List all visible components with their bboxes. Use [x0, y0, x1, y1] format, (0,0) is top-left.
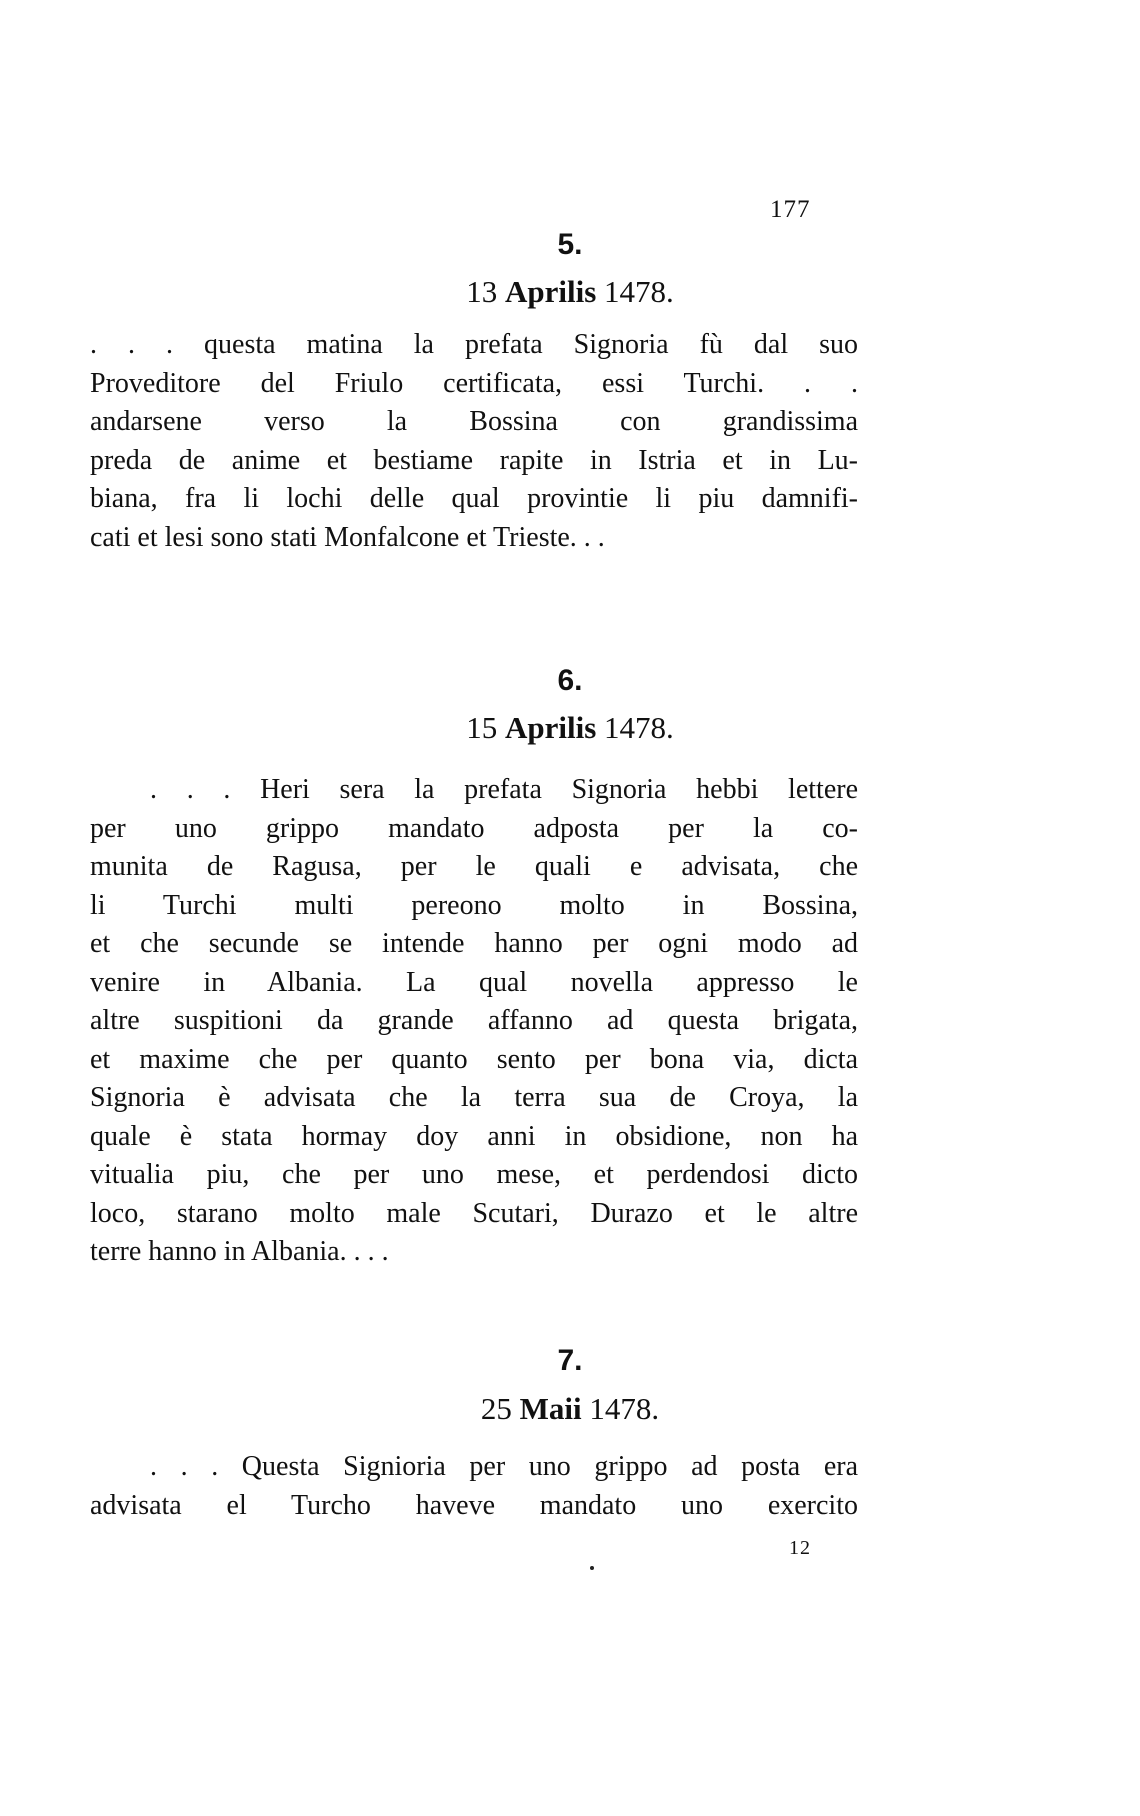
- text-line: . . . questa matina la prefata Signoria fù dal suo: [90, 329, 858, 360]
- date-year: 1478.: [604, 710, 674, 745]
- text-line: biana, fra li lochi delle qual provintie li piu damnifi-: [90, 483, 858, 514]
- text-line: per uno grippo mandato adposta per la co-: [90, 812, 858, 844]
- signature-mark: 12: [789, 1537, 811, 1559]
- date-day: 25: [480, 1391, 512, 1426]
- document-date: [0, 1391, 1140, 1427]
- text-line: preda de anime et bestiame rapite in Istria et in Lu-: [90, 444, 858, 476]
- text-line: vitualia piu, che per uno mese, et perdendosi dicto: [90, 1159, 858, 1190]
- date-year: 1478.: [604, 274, 674, 309]
- text-line: quale è stata hormay doy anni in obsidione, non ha: [90, 1120, 858, 1152]
- ink-dot: [590, 1566, 594, 1570]
- document-date: [0, 710, 1140, 746]
- text-line: li Turchi multi pereono molto in Bossina,: [90, 889, 858, 921]
- document-number: 6.: [557, 664, 583, 697]
- page-number: 177: [770, 196, 811, 223]
- document-number: 7.: [557, 1344, 583, 1377]
- date-day: 13: [466, 274, 498, 309]
- text-line: andarsene verso la Bossina con grandissima: [90, 406, 858, 437]
- text-line: venire in Albania. La qual novella appresso le: [90, 966, 858, 998]
- text-line: et maxime che per quanto sento per bona via, dicta: [90, 1043, 858, 1075]
- text-line: altre suspitioni da grande affanno ad questa brigata,: [90, 1005, 858, 1036]
- text-line: Proveditore del Friulo certificata, essi Turchi. . .: [90, 367, 858, 399]
- date-month: Aprilis: [504, 274, 597, 309]
- date-month: Maii: [519, 1391, 582, 1426]
- document-text: [90, 1448, 858, 1525]
- text-line: . . . Heri sera la prefata Signoria hebbi lettere: [150, 774, 858, 805]
- date-year: 1478.: [589, 1391, 660, 1426]
- document-text: [90, 771, 858, 1272]
- text-line: et che secunde se intende hanno per ogni modo ad: [90, 928, 858, 959]
- text-line: . . . Questa Signioria per uno grippo ad posta era: [150, 1451, 858, 1482]
- text-line: munita de Ragusa, per le quali e advisata, che: [90, 851, 858, 882]
- text-line: cati et lesi sono stati Monfalcone et Trieste. . .: [90, 521, 605, 553]
- text-line: Signoria è advisata che la terra sua de Croya, la: [90, 1082, 858, 1113]
- text-line: advisata el Turcho haveve mandato uno exercito: [90, 1489, 858, 1521]
- document-text: [90, 326, 858, 557]
- text-line: terre hanno in Albania. . . .: [90, 1236, 389, 1267]
- date-month: Aprilis: [504, 710, 597, 745]
- document-date: [0, 274, 1140, 310]
- text-line: loco, starano molto male Scutari, Durazo et le altre: [90, 1197, 858, 1229]
- date-day: 15: [466, 710, 498, 745]
- document-number: 5.: [557, 228, 583, 261]
